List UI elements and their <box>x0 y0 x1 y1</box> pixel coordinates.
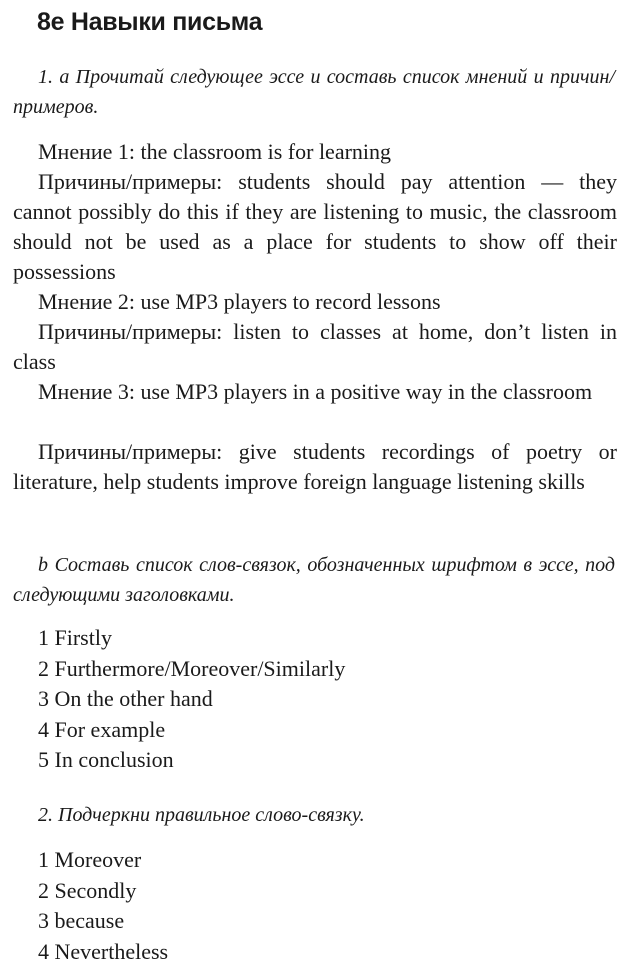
list-item: 3 because <box>38 908 125 933</box>
list-item: 4 For example <box>38 716 166 742</box>
section-title: 8e Навыки письма <box>37 8 263 36</box>
list-item: 1 Moreover <box>38 847 142 872</box>
answer-list <box>38 845 168 967</box>
entry-label: Мнение 3: <box>38 379 136 404</box>
entry-text: give students recordings of poetry or literature, help students improve foreign language listening skills <box>13 439 617 494</box>
list-item: 4 Nevertheless <box>38 938 169 964</box>
entry-label: Мнение 1: <box>38 139 136 164</box>
entry-label: Мнение 2: <box>38 289 136 314</box>
entry-label: Причины/примеры: <box>38 319 223 344</box>
entry-text: use MP3 players in a positive way in the classroom <box>140 379 593 404</box>
task1a-instruction: 1. a Прочитай следующее эссе и составь список мнений и причин/примеров. <box>13 66 615 118</box>
opinion-2 <box>13 287 617 317</box>
list-item: 5 In conclusion <box>38 747 174 772</box>
list-item: 1 Firstly <box>38 625 112 650</box>
entry-text: the classroom is for learning <box>140 139 392 164</box>
list-item: 3 On the other hand <box>38 686 213 711</box>
reasons-2 <box>13 317 617 377</box>
task2-instruction: 2. Подчеркни правильное слово-связку. <box>38 804 365 826</box>
task1b-instruction: b Составь список слов-связок, обозначенных шрифтом в эссе, под следующими заголовками. <box>13 554 615 606</box>
opinion-1 <box>13 137 617 167</box>
linker-list <box>38 623 345 776</box>
reasons-1 <box>13 167 617 287</box>
opinion-3 <box>13 377 617 407</box>
entry-text: use MP3 players to record lessons <box>140 289 441 314</box>
entry-text: listen to classes at home, don’t listen in class <box>13 319 618 374</box>
list-item: 2 Furthermore/Moreover/Similarly <box>38 655 346 681</box>
reasons-3 <box>13 437 617 497</box>
entry-label: Причины/примеры: <box>38 169 223 194</box>
entry-text: students should pay attention — they cannot possibly do this if they are listening to music, the classroom should not be used as a place for students to show off their possessions <box>13 169 618 284</box>
list-item: 2 Secondly <box>38 877 137 903</box>
entry-label: Причины/примеры: <box>38 439 223 464</box>
